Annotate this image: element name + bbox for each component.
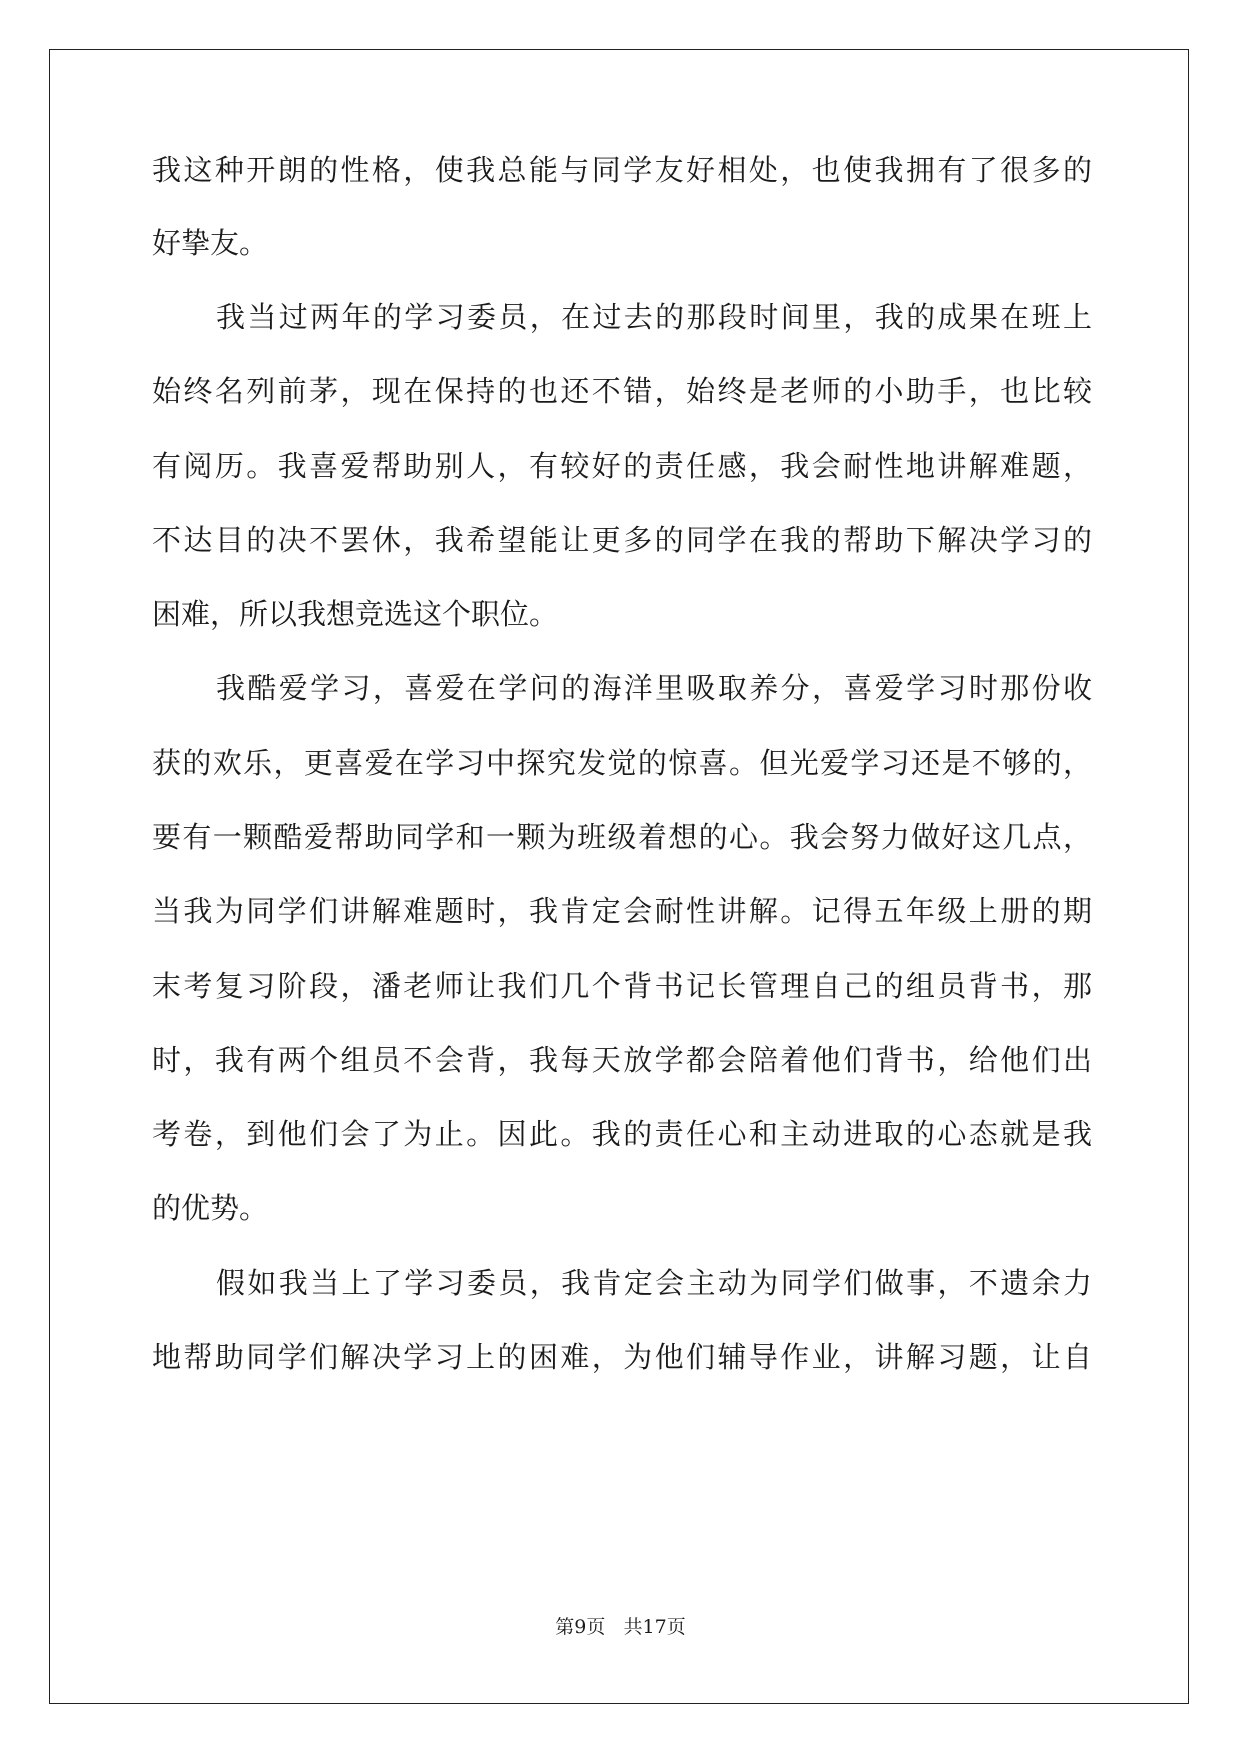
text-line: 的优势。 xyxy=(152,1191,269,1225)
text-line: 困难，所以我想竞选这个职位。 xyxy=(152,597,559,631)
text-line: 当我为同学们讲解难题时，我肯定会耐性讲解。记得五年级上册的期 xyxy=(152,894,1092,928)
text-line: 时，我有两个组员不会背，我每天放学都会陪着他们背书，给他们出 xyxy=(152,1043,1092,1077)
text-line: 假如我当上了学习委员，我肯定会主动为同学们做事，不遗余力 xyxy=(216,1266,1092,1300)
text-line: 末考复习阶段，潘老师让我们几个背书记长管理自己的组员背书，那 xyxy=(152,969,1092,1003)
text-line: 我酷爱学习，喜爱在学问的海洋里吸取养分，喜爱学习时那份收 xyxy=(216,671,1092,705)
page-total: 共17页 xyxy=(623,1616,686,1638)
text-line: 我当过两年的学习委员，在过去的那段时间里，我的成果在班上 xyxy=(216,300,1092,334)
text-line: 考卷，到他们会了为止。因此。我的责任心和主动进取的心态就是我 xyxy=(152,1117,1092,1151)
text-line: 我这种开朗的性格，使我总能与同学友好相处，也使我拥有了很多的 xyxy=(152,153,1092,187)
text-line: 地帮助同学们解决学习上的困难，为他们辅导作业，讲解习题，让自 xyxy=(152,1340,1092,1374)
text-line: 要有一颗酷爱帮助同学和一颗为班级着想的心。我会努力做好这几点， xyxy=(152,820,1092,854)
text-line: 获的欢乐，更喜爱在学习中探究发觉的惊喜。但光爱学习还是不够的， xyxy=(152,746,1092,780)
text-line: 有阅历。我喜爱帮助别人，有较好的责任感，我会耐性地讲解难题， xyxy=(152,449,1092,483)
page-footer xyxy=(0,1612,1241,1639)
text-line: 不达目的决不罢休，我希望能让更多的同学在我的帮助下解决学习的 xyxy=(152,523,1092,557)
page-number: 第9页 xyxy=(555,1616,606,1638)
text-line: 好挚友。 xyxy=(152,226,269,260)
text-line: 始终名列前茅，现在保持的也还不错，始终是老师的小助手，也比较 xyxy=(152,374,1092,408)
